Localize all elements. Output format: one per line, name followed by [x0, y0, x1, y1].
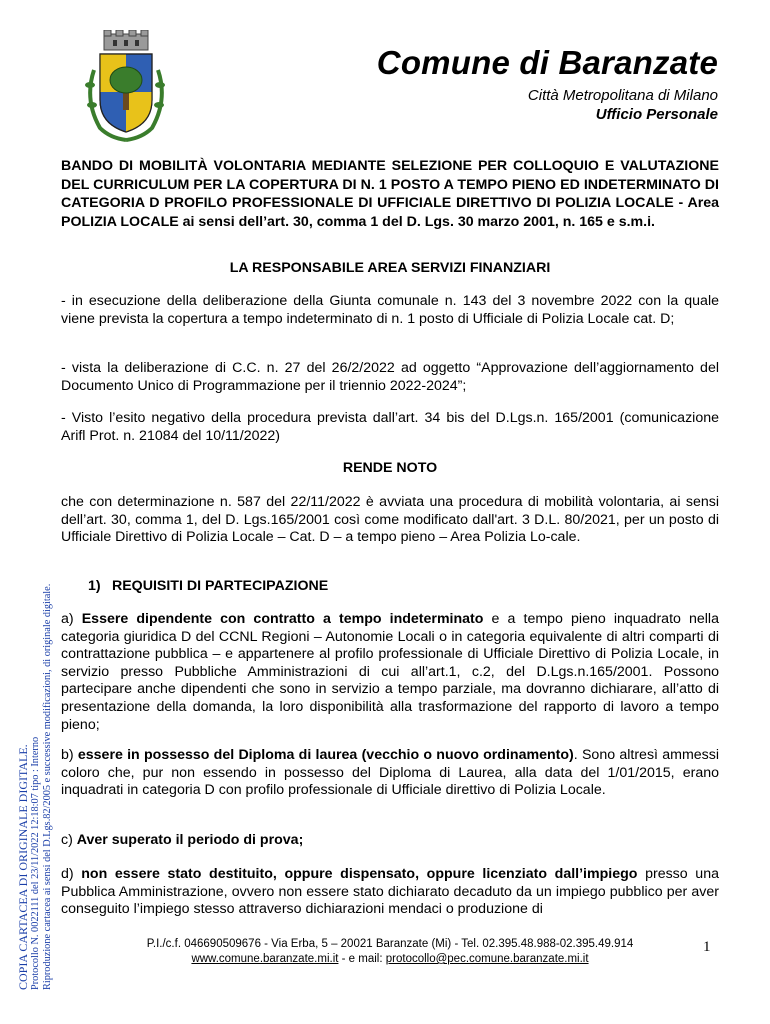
- section-title: REQUISITI DI PARTECIPAZIONE: [111, 578, 329, 594]
- stamp-line-reproduction: Riproduzione cartacea ai sensi del D.Lgs.82/2005 e successive modificazioni, di originale digitale.: [42, 583, 53, 990]
- protocol-stamp: [17, 550, 55, 990]
- requisito-bold-text: non essere stato destituito, oppure dispensato, oppure licenziato dall’impiego: [81, 866, 638, 882]
- footer-links-line: [61, 952, 719, 967]
- municipality-title: Comune di Baranzate: [376, 44, 718, 81]
- requisito-bold-text: Aver superato il periodo di prova;: [76, 832, 304, 848]
- footer-contact-line: P.I./c.f. 046690509676 - Via Erba, 5 – 20021 Baranzate (Mi) - Tel. 02.395.48.988-02.395.49.914: [146, 938, 634, 950]
- requisito-c: [61, 832, 719, 850]
- bando-title: BANDO DI MOBILITÀ VOLONTARIA MEDIANTE SELEZIONE PER COLLOQUIO E VALUTAZIONE DEL CURRICULUM PER LA COPERTURA DI N. 1 POSTO A TEMPO PIENO ED INDETERMINATO DI CATEGORIA D PROFILO PROFESSIONALE DI UFFICIALE DIRETTIVO DI POLIZIA LOCALE - Area POLIZIA LOCALE ai sensi dell’art. 30, comma 1 del D. Lgs. 30 marzo 2001, n. 165 e s.m.i.: [61, 158, 719, 230]
- website-link[interactable]: www.comune.baranzate.mi.it: [191, 953, 339, 965]
- municipal-crest-logo: [80, 30, 172, 142]
- item-letter: b): [61, 747, 74, 763]
- item-letter: d): [61, 866, 74, 882]
- requisito-bold-text: Essere dipendente con contratto a tempo indeterminato: [81, 611, 484, 627]
- header-subtitle-block: [528, 86, 718, 124]
- rende-noto-heading: RENDE NOTO: [342, 460, 438, 476]
- requisito-b: [61, 747, 719, 800]
- premessa-paragraph: - vista la deliberazione di C.C. n. 27 del 26/2/2022 ad oggetto “Approvazione dell’aggiornamento del Documento Unico di Programmazione per il triennio 2022-2024”;: [61, 360, 719, 394]
- premessa-paragraph: - Visto l’esito negativo della procedura prevista dall’art. 34 bis del D.Lgs.n. 165/2001 (comunicazione Arifl Prot. n. 21084 del 10/11/2022): [61, 410, 719, 444]
- stamp-line-copy: COPIA CARTACEA DI ORIGINALE DIGITALE.: [16, 744, 30, 990]
- requisito-text: e a tempo pieno inquadrato nella categoria giuridica D del CCNL Regioni – Autonomie Locali o in categoria equivalente di altri comparti di contrattazione pubblica – e appartenere al profilo professionale di Ufficiale Direttivo di Polizia Locale, in servizio presso Pubbliche Amministrazioni di cui all’art.1, c.2, del D.Lgs.n.165/2001. Possono partecipare anche dipendenti che sono in servizio a tempo parziale, ma dovranno dichiarare, all’atto di presentazione della domanda, la loro disponibilità alla trasformazione del rapporto di lavoro a tempo pieno;: [61, 611, 719, 733]
- page-footer: [61, 937, 719, 967]
- section-heading-requisiti: [88, 578, 328, 594]
- premessa-paragraph: - in esecuzione della deliberazione della Giunta comunale n. 143 del 3 novembre 2022 con la quale viene prevista la copertura a tempo indeterminato di n. 1 posto di Ufficiale di Polizia Locale cat. D;: [61, 293, 719, 327]
- requisito-bold-text: essere in possesso del Diploma di laurea (vecchio o nuovo ordinamento): [77, 747, 574, 763]
- email-link[interactable]: protocollo@pec.comune.baranzate.mi.it: [385, 953, 589, 965]
- requisito-text: . Sono altresì ammessi coloro che, pur non essendo in possesso del Diploma di Laurea, alla data del 1/01/2015, erano inquadrati in categoria D con profilo professionale di Ufficiale direttivo di Polizia Locale.: [61, 747, 719, 799]
- requisito-a: [61, 611, 719, 734]
- office-label: Ufficio Personale: [595, 106, 718, 123]
- email-label: - e mail:: [338, 953, 386, 965]
- requisito-d: [61, 866, 719, 919]
- section-number: 1): [88, 578, 101, 594]
- responsabile-heading: LA RESPONSABILE AREA SERVIZI FINANZIARI: [229, 260, 551, 276]
- metropolitan-city-label: Città Metropolitana di Milano: [527, 87, 718, 104]
- page-number: 1: [703, 939, 711, 955]
- item-letter: a): [61, 611, 74, 627]
- item-letter: c): [61, 832, 73, 848]
- stamp-line-protocol: Protocollo N. 0022111 del 23/11/2022 12:18:07 tipo : Interno: [29, 736, 41, 990]
- intro-paragraph: che con determinazione n. 587 del 22/11/2022 è avviata una procedura di mobilità volontaria, ai sensi dell’art. 30, comma 1, del D. Lgs.165/2001 così come modificato dall'art. 3 D.L. 80/2021, per un posto di Ufficiale Direttivo di Polizia Locale – Cat. D – a tempo pieno – Area Polizia Lo-cale.: [61, 494, 719, 546]
- requisito-text: presso una Pubblica Amministrazione, ovvero non essere stato dichiarato decaduto da un impiego pubblico per aver conseguito l’impiego stesso attraverso dichiarazioni mendaci o produzione di: [61, 866, 719, 918]
